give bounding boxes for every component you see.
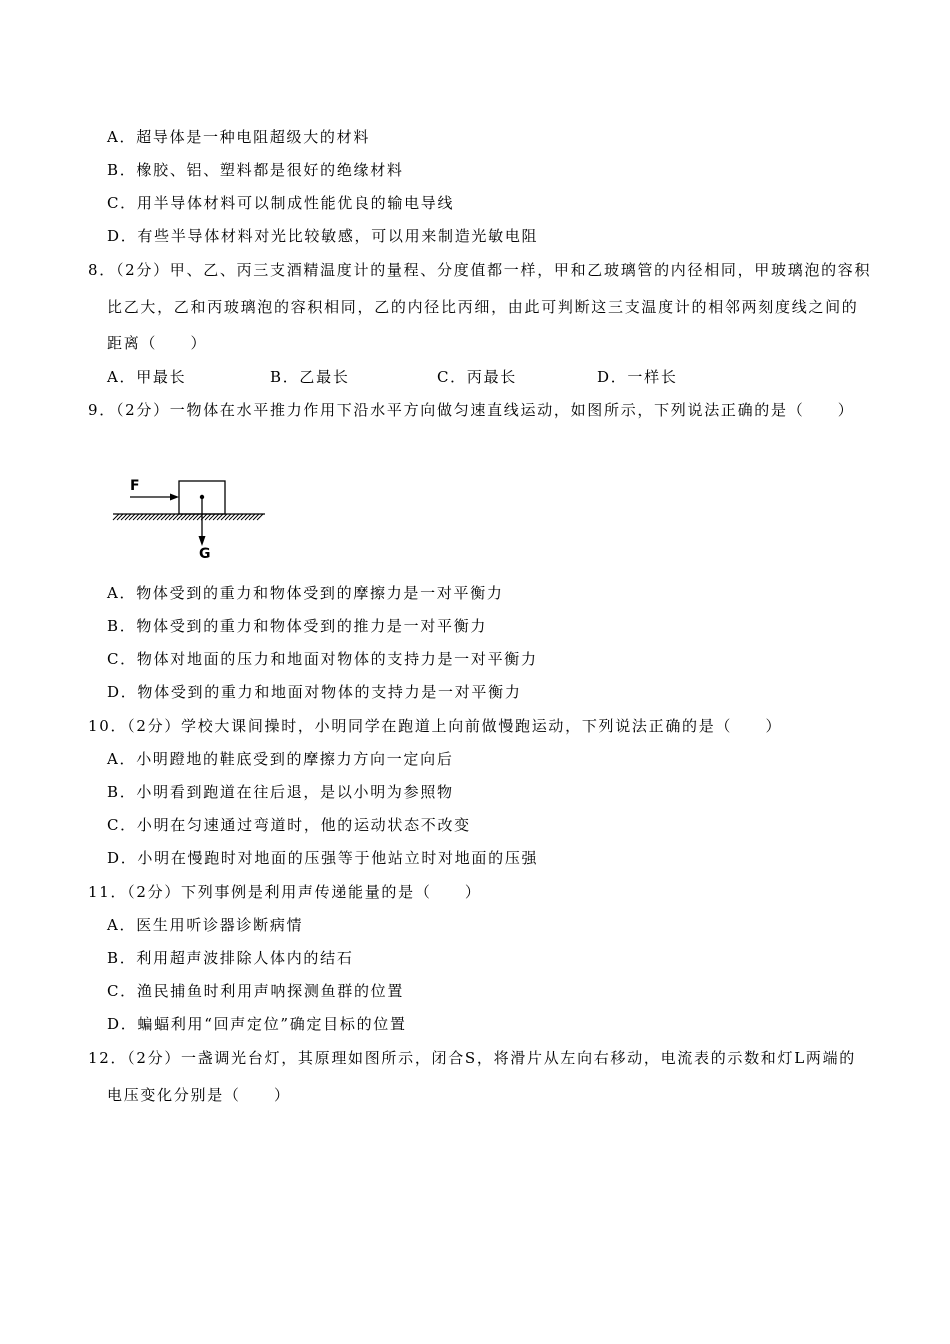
q11-option-c: C．渔民捕鱼时利用声呐探测鱼群的位置 (107, 981, 405, 1000)
q9-option-d: D．物体受到的重力和地面对物体的支持力是一对平衡力 (107, 682, 522, 701)
q8-option-d: D．一样长 (597, 367, 678, 386)
q7-option-c: C．用半导体材料可以制成性能优良的输电导线 (107, 193, 455, 212)
gravity-label-g: G (199, 546, 211, 562)
q8-stem-line-1: 8．（2分）甲、乙、丙三支酒精温度计的量程、分度值都一样，甲和乙玻璃管的内径相同，甲玻璃泡的容积 (88, 260, 872, 279)
q9-stem: 9．（2分）一物体在水平推力作用下沿水平方向做匀速直线运动，如图所示，下列说法正确的是（ ） (88, 400, 855, 419)
gravity-arrowhead (199, 536, 206, 546)
q10-option-c: C．小明在匀速通过弯道时，他的运动状态不改变 (107, 815, 471, 834)
q10-option-a: A．小明蹬地的鞋底受到的摩擦力方向一定向后 (107, 749, 454, 768)
q9-option-a: A．物体受到的重力和物体受到的摩擦力是一对平衡力 (107, 583, 504, 602)
q8-stem-line-3: 距离（ ） (107, 333, 208, 352)
force-label-f: F (130, 478, 140, 494)
q9-option-c: C．物体对地面的压力和地面对物体的支持力是一对平衡力 (107, 649, 538, 668)
q8-option-c: C．丙最长 (437, 367, 517, 386)
q11-option-d: D．蝙蝠利用“回声定位”确定目标的位置 (107, 1014, 407, 1033)
q12-stem-line-1: 12．（2分）一盏调光台灯，其原理如图所示，闭合S，将滑片从左向右移动，电流表的示数和灯L两端的 (88, 1048, 856, 1067)
q8-option-b: B．乙最长 (270, 367, 350, 386)
q10-stem: 10．（2分）学校大课间操时，小明同学在跑道上向前做慢跑运动，下列说法正确的是（ ） (88, 716, 783, 735)
q11-option-a: A．医生用听诊器诊断病情 (107, 915, 304, 934)
q12-stem-line-2: 电压变化分别是（ ） (107, 1085, 291, 1104)
q10-option-b: B．小明看到跑道在往后退，是以小明为参照物 (107, 782, 454, 801)
q11-stem: 11．（2分）下列事例是利用声传递能量的是（ ） (88, 882, 482, 901)
q7-option-b: B．橡胶、铝、塑料都是很好的绝缘材料 (107, 160, 404, 179)
q10-option-d: D．小明在慢跑时对地面的压强等于他站立时对地面的压强 (107, 848, 539, 867)
q8-option-a: A．甲最长 (107, 367, 187, 386)
push-force-arrowhead (170, 494, 179, 501)
force-diagram (100, 465, 280, 570)
q9-option-b: B．物体受到的重力和物体受到的推力是一对平衡力 (107, 616, 488, 635)
q7-option-a: A．超导体是一种电阻超级大的材料 (107, 127, 371, 146)
ground-hatching (113, 514, 263, 520)
q11-option-b: B．利用超声波排除人体内的结石 (107, 948, 354, 967)
q8-stem-line-2: 比乙大，乙和丙玻璃泡的容积相同，乙的内径比丙细，由此可判断这三支温度计的相邻两刻度线之间的 (107, 297, 859, 316)
q7-option-d: D．有些半导体材料对光比较敏感，可以用来制造光敏电阻 (107, 226, 539, 245)
